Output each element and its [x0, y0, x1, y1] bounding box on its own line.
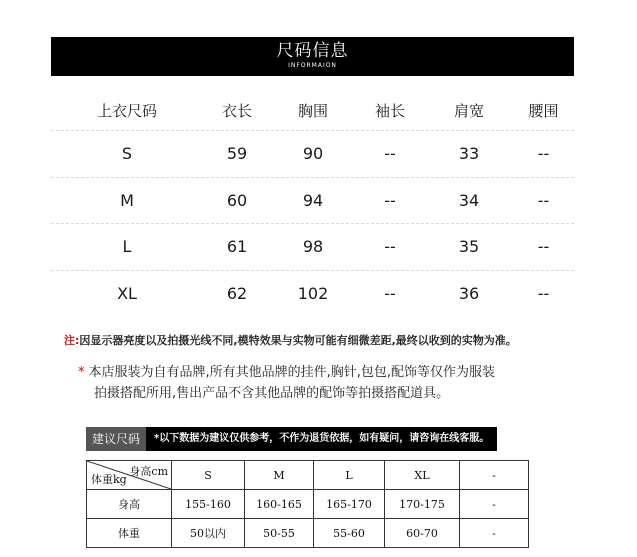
recommend-table	[86, 460, 529, 548]
asterisk-icon: *	[78, 365, 85, 380]
table-cell: 35	[458, 237, 480, 257]
table-row	[51, 131, 574, 178]
table-cell: --	[537, 237, 550, 257]
table-row	[51, 224, 574, 271]
table-cell: --	[384, 144, 396, 164]
table-cell: -	[460, 490, 529, 519]
table-cell: S	[121, 144, 133, 164]
table-row	[51, 271, 574, 317]
table-cell: -	[460, 519, 529, 548]
size-table	[51, 90, 574, 316]
note-prefix: 注:	[64, 334, 80, 347]
table-cell: 50-55	[245, 519, 314, 548]
table-cell: 170-175	[385, 490, 460, 519]
table-cell: 60	[226, 190, 248, 210]
table-cell: --	[537, 190, 550, 210]
table-cell: 33	[458, 144, 480, 164]
table-cell: 59	[226, 144, 248, 164]
table-cell: --	[384, 283, 396, 303]
row-label: 体重	[87, 519, 172, 548]
column-header: 腰围	[528, 101, 559, 120]
table-row	[87, 519, 529, 548]
section-header	[51, 37, 574, 76]
table-cell: --	[384, 237, 396, 257]
column-header: 衣长	[221, 101, 252, 120]
table-cell: XL	[117, 283, 137, 303]
row-label: 身高	[87, 490, 172, 519]
notice-line-2: 拍摄搭配所用,售出产品不含其他品牌的配饰等拍摄搭配道具。	[94, 386, 450, 401]
table-cell: 160-165	[245, 490, 314, 519]
table-cell: 50以内	[172, 519, 245, 548]
table-cell: 60-70	[385, 519, 460, 548]
table-cell: 55-60	[314, 519, 385, 548]
column-header: L	[314, 461, 385, 490]
brand-notice	[78, 362, 578, 404]
table-cell: 34	[458, 190, 480, 210]
size-table-header	[51, 90, 574, 131]
corner-cell	[87, 461, 172, 490]
table-cell: L	[122, 237, 132, 257]
column-header: 胸围	[297, 101, 328, 120]
table-cell: --	[384, 190, 396, 210]
column-header: 袖长	[374, 101, 405, 120]
section-title: 尺码信息	[276, 41, 349, 61]
column-header: 上衣尺码	[96, 101, 157, 120]
recommend-tag: 建议尺码	[86, 427, 146, 451]
column-header: -	[460, 461, 529, 490]
table-cell: 36	[458, 283, 480, 303]
column-header: XL	[385, 461, 460, 490]
table-cell: 62	[226, 283, 248, 303]
table-row	[87, 490, 529, 519]
table-cell: 98	[302, 237, 324, 257]
table-cell: M	[120, 190, 134, 210]
table-row	[51, 178, 574, 225]
table-cell: --	[537, 144, 550, 164]
note-text: 因显示器亮度以及拍摄光线不同,模特效果与实物可能有细微差距,最终以收到的实物为准。	[79, 334, 517, 347]
table-cell: 90	[302, 144, 324, 164]
section-subtitle: INFORMAION	[288, 62, 337, 69]
recommend-bar	[86, 427, 497, 451]
table-cell: 165-170	[314, 490, 385, 519]
column-header: M	[245, 461, 314, 490]
table-cell: 102	[297, 283, 329, 303]
column-header: 肩宽	[453, 101, 484, 120]
recommend-message: *以下数据为建议仅供参考，不作为退货依据，如有疑问，请咨询在线客服。	[146, 427, 497, 451]
corner-bottom-label: 体重kg	[91, 473, 127, 486]
recommend-header-row	[87, 461, 529, 490]
disclaimer-note	[64, 332, 517, 348]
table-cell: 94	[302, 190, 324, 210]
table-cell: --	[537, 283, 550, 303]
column-header: S	[172, 461, 245, 490]
table-cell: 155-160	[172, 490, 245, 519]
corner-top-label: 身高cm	[129, 465, 168, 478]
table-cell: 61	[226, 237, 248, 257]
notice-line-1: 本店服装为自有品牌,所有其他品牌的挂件,胸针,包包,配饰等仅作为服装	[88, 365, 496, 380]
